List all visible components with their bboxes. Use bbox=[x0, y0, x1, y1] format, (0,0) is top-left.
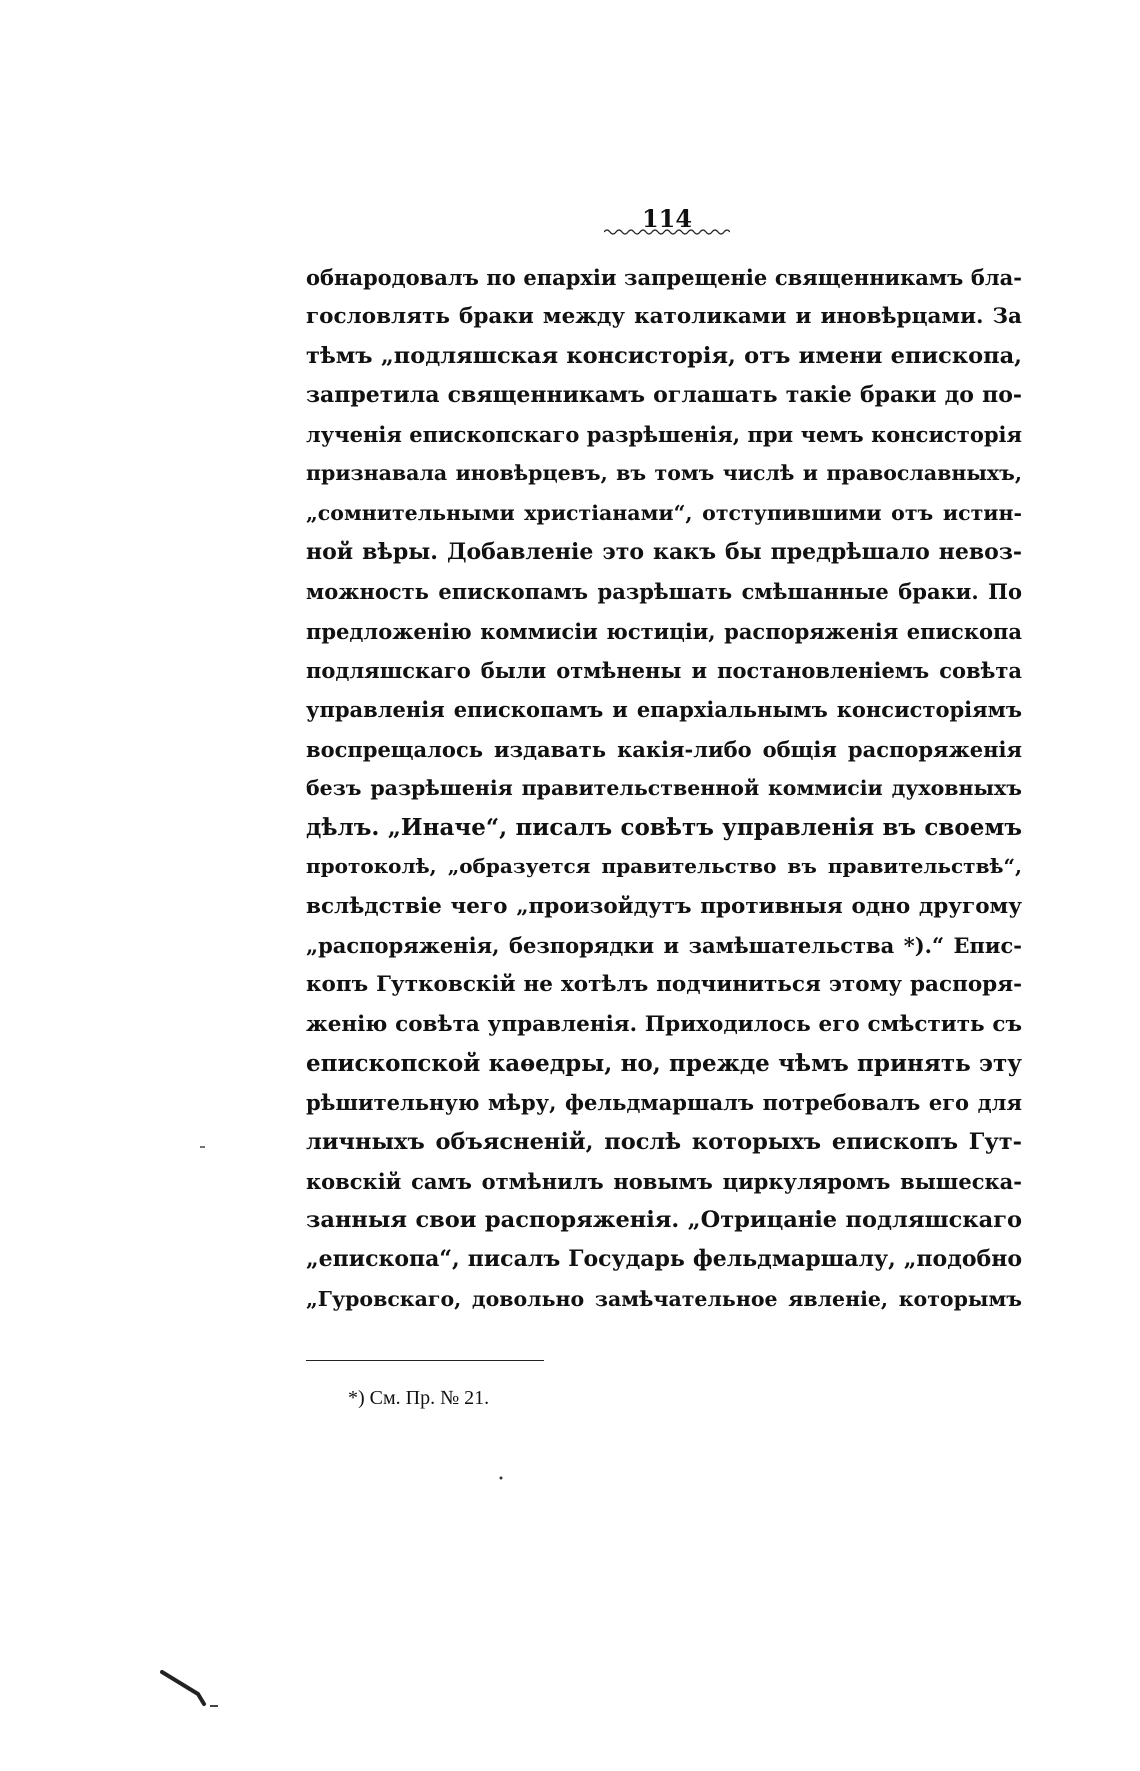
scan-artifact-stroke bbox=[158, 1666, 228, 1716]
text-line: вслѣдствіе чего „произойдутъ противныя одно другому bbox=[306, 893, 1022, 919]
scan-artifact-tick bbox=[199, 1144, 207, 1150]
text-line: воспрещалось издавать какія-либо общія распоряженія bbox=[306, 736, 1022, 762]
text-line: управленія епископамъ и епархіальнымъ консисторіямъ bbox=[306, 697, 1022, 723]
text-line: личныхъ объясненій, послѣ которыхъ епископъ Гут- bbox=[306, 1128, 1022, 1155]
text-line: запретила священникамъ оглашать такіе браки до по- bbox=[306, 381, 1022, 408]
text-line: подляшскаго были отмѣнены и постановленіемъ совѣта bbox=[306, 657, 1022, 683]
body-text bbox=[306, 258, 1022, 1319]
page-number-underline-ornament bbox=[604, 228, 730, 236]
text-line: копъ Гутковскій не хотѣлъ подчиниться этому распоря- bbox=[306, 972, 1022, 998]
footnote: *) См. Пр. № 21. bbox=[348, 1387, 490, 1409]
text-line: лученія епископскаго разрѣшенія, при чемъ консисторія bbox=[306, 422, 1022, 448]
text-line: предложенію коммисіи юстиціи, распоряженія епископа bbox=[306, 618, 1022, 644]
text-line: „Гуровскаго, довольно замѣчательное явленіе, которымъ bbox=[306, 1286, 1022, 1311]
text-line: „епископа“, писалъ Государь фельдмаршалу, „подобно bbox=[306, 1246, 1022, 1273]
text-line: признавала иновѣрцевъ, въ томъ числѣ и православныхъ, bbox=[306, 461, 1022, 486]
text-line: гословлять браки между католиками и иновѣрцами. За bbox=[306, 304, 1022, 330]
text-line: ной вѣры. Добавленіе это какъ бы предрѣшало невоз- bbox=[306, 539, 1022, 566]
footnote-rule bbox=[306, 1360, 544, 1361]
text-line: „распоряженія, безпорядки и замѣшательства *).“ Епис- bbox=[306, 933, 1022, 959]
text-line: тѣмъ „подляшская консисторія, отъ имени епископа, bbox=[306, 342, 1022, 369]
text-line: „сомнительными христіанами“, отступившими отъ истин- bbox=[306, 500, 1022, 525]
text-line: женію совѣта управленія. Приходилось его смѣстить съ bbox=[306, 1011, 1022, 1037]
scan-artifact-dot bbox=[498, 1475, 504, 1481]
text-line: епископской каѳедры, но, прежде чѣмъ принять эту bbox=[306, 1049, 1022, 1077]
text-line: безъ разрѣшенія правительственной коммисіи духовныхъ bbox=[306, 775, 1022, 800]
text-line: протоколѣ, „образуется правительство въ правительствѣ“, bbox=[306, 854, 1022, 879]
text-line: можность епископамъ разрѣшать смѣшанные браки. По bbox=[306, 579, 1022, 605]
text-line: обнародовалъ по епархіи запрещеніе священникамъ бла- bbox=[306, 265, 1022, 290]
text-line: занныя свои распоряженія. „Отрицаніе подляшскаго bbox=[306, 1207, 1022, 1234]
text-line: дѣлъ. „Иначе“, писалъ совѣтъ управленія въ своемъ bbox=[306, 814, 1022, 842]
text-line: рѣшительную мѣру, фельдмаршалъ потребовалъ его для bbox=[306, 1090, 1022, 1116]
text-line: ковскій самъ отмѣнилъ новымъ циркуляромъ вышеска- bbox=[306, 1168, 1022, 1194]
page-number: 114 bbox=[641, 204, 693, 233]
